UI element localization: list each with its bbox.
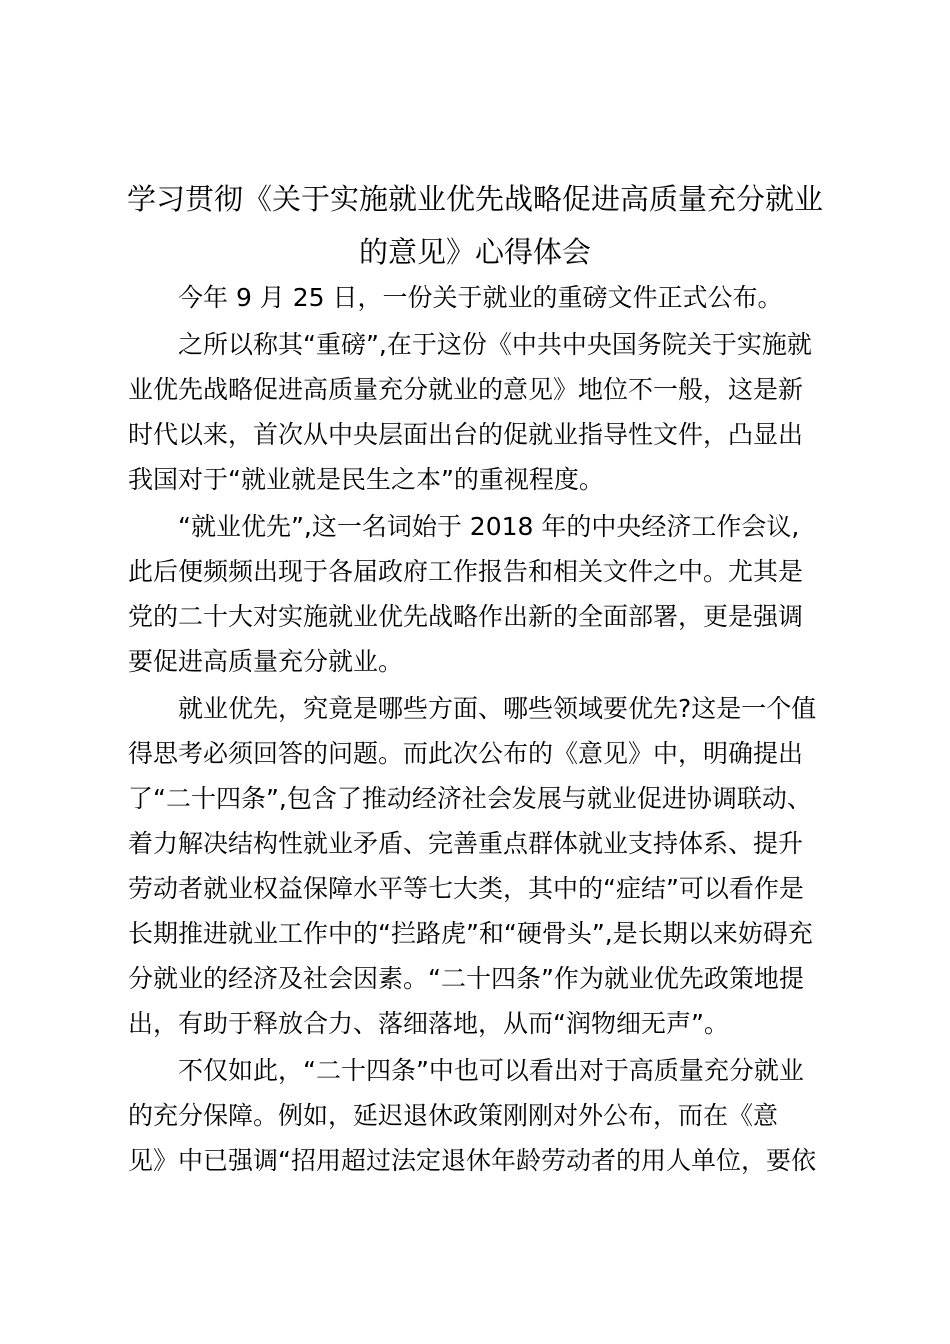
paragraph-3-line-1: “就业优先”,这一名词始于 2018 年的中央经济工作会议, [178,512,800,541]
paragraph-3-line-3: 党的二十大对实施就业优先战略作出新的全面部署，更是强调 [128,602,804,631]
paragraph-3-line-4: 要促进高质量充分就业。 [128,647,404,676]
paragraph-4-line-6: 长期推进就业工作中的“拦路虎”和“硬骨头”,是长期以来妨碍充 [128,919,813,948]
paragraph-4-line-7: 分就业的经济及社会因素。“二十四条”作为就业优先政策地提 [128,964,804,993]
paragraph-1-line-1: 今年 9 月 25 日，一份关于就业的重磅文件正式公布。 [178,283,783,312]
paragraph-4-line-1: 就业优先，究竟是哪些方面、哪些领域要优先?这是一个值 [178,694,817,723]
paragraph-2-line-1: 之所以称其“重磅”,在于这份《中共中央国务院关于实施就 [178,330,812,359]
paragraph-2-line-2: 业优先战略促进高质量充分就业的意见》地位不一般，这是新 [128,375,804,404]
document-title-line-2: 的意见》心得体会 [358,235,591,269]
document-title-line-1: 学习贯彻《关于实施就业优先战略促进高质量充分就业 [126,182,823,216]
paragraph-4-line-2: 得思考必须回答的问题。而此次公布的《意见》中，明确提出 [128,739,804,768]
paragraph-4-line-8: 出，有助于释放合力、落细落地，从而“润物细无声”。 [128,1009,729,1038]
paragraph-5-line-1: 不仅如此，“二十四条”中也可以看出对于高质量充分就业 [178,1056,804,1085]
paragraph-4-line-3: 了“二十四条”,包含了推动经济社会发展与就业促进协调联动、 [128,784,812,813]
paragraph-2-line-3: 时代以来，首次从中央层面出台的促就业指导性文件，凸显出 [128,420,804,449]
paragraph-4-line-4: 着力解决结构性就业矛盾、完善重点群体就业支持体系、提升 [128,829,804,858]
paragraph-5-line-2: 的充分保障。例如，延迟退休政策刚刚对外公布，而在《意 [128,1101,779,1130]
paragraph-3-line-2: 此后便频频出现于各届政府工作报告和相关文件之中。尤其是 [128,557,804,586]
document-body [128,275,848,1183]
paragraph-2-line-4: 我国对于“就业就是民生之本”的重视程度。 [128,465,604,494]
paragraph-4-line-5: 劳动者就业权益保障水平等七大类，其中的“症结”可以看作是 [128,874,804,903]
paragraph-5-line-3: 见》中已强调“招用超过法定退休年龄劳动者的用人单位，要依 [128,1146,816,1175]
